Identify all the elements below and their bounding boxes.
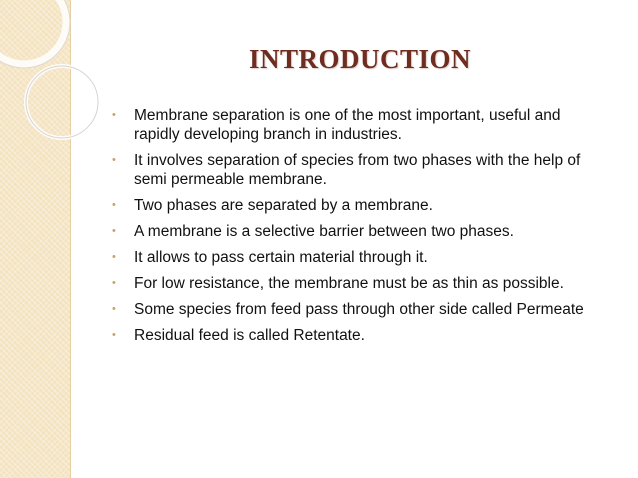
bullet-icon: • (112, 329, 116, 341)
bullet-icon: • (112, 199, 116, 211)
bullet-icon: • (112, 251, 116, 263)
list-item (110, 106, 610, 144)
bullet-text: Some species from feed pass through other side called Permeate (134, 301, 584, 318)
slide-title: INTRODUCTION (248, 44, 472, 74)
bullet-text: Residual feed is called Retentate. (134, 327, 365, 344)
bullet-icon: • (112, 154, 116, 166)
bullet-list (110, 106, 610, 352)
bullet-text: Two phases are separated by a membrane. (134, 197, 433, 214)
list-item (110, 196, 610, 215)
list-item (110, 326, 610, 345)
bullet-icon: • (112, 225, 116, 237)
list-item (110, 300, 610, 319)
bullet-icon: • (112, 277, 116, 289)
bullet-text: It allows to pass certain material through it. (134, 249, 428, 266)
list-item (110, 222, 610, 241)
bullet-text: Membrane separation is one of the most important, useful and rapidly developing branch in industries. (134, 107, 561, 143)
bullet-icon: • (112, 303, 116, 315)
list-item (110, 274, 610, 293)
bullet-icon: • (112, 109, 116, 121)
bullet-text: A membrane is a selective barrier between two phases. (134, 223, 514, 240)
bullet-text: It involves separation of species from two phases with the help of semi permeable membrane. (134, 152, 581, 188)
decorative-rings (0, 0, 110, 160)
list-item (110, 151, 610, 189)
list-item (110, 248, 610, 267)
bullet-text: For low resistance, the membrane must be as thin as possible. (134, 275, 564, 292)
